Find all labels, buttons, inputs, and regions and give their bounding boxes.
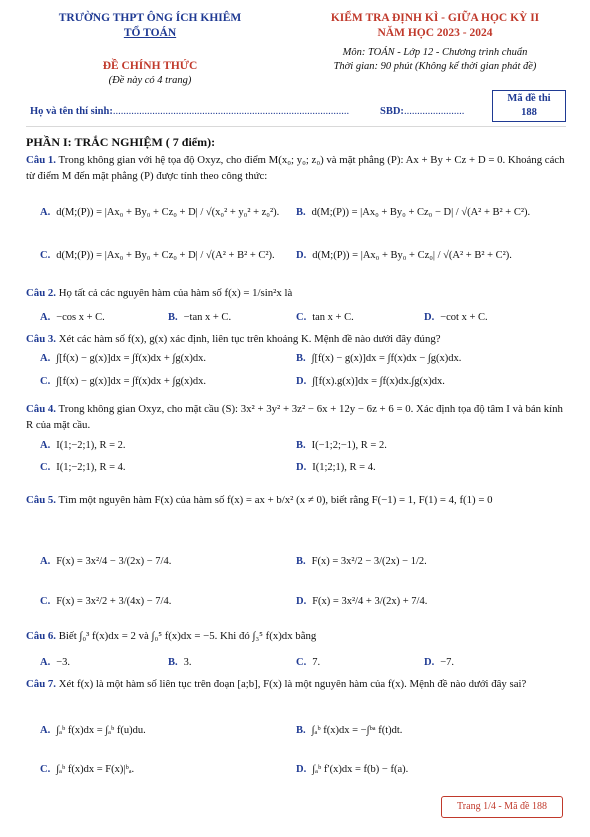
q5-option-b-text: F(x) = 3x²/2 − 3/(2x) − 1/2. [311, 556, 427, 567]
question-1-text: Trong không gian với hệ tọa độ Oxyz, cho điểm M(x₀; y₀; z₀) và mặt phẳng (P): Ax + By + Cz + D = 0. Khoảng cách từ điểm M đến mặt phẳng (P) được tính theo công thức: [26, 154, 565, 182]
q1-option-c-letter: C. [40, 250, 51, 261]
q2-option-b-text: −tan x + C. [183, 312, 232, 323]
question-3-label: Câu 3. [26, 333, 56, 345]
q1-option-b[interactable] [296, 207, 530, 218]
question-4-text: Trong không gian Oxyz, cho mặt cầu (S): 3x² + 3y² + 3z² − 6x + 12y − 6z + 6 = 0. Xác định tọa độ tâm I và bán kính R của mặt cầu. [26, 403, 563, 431]
q4-option-d-text: I(1;2;1), R = 4. [312, 462, 376, 473]
exam-code-box [492, 90, 566, 122]
q6-option-c-text: 7. [312, 657, 321, 668]
q4-option-d-letter: D. [296, 462, 307, 473]
q6-option-c-letter: C. [296, 657, 307, 668]
q6-option-d-text: −7. [440, 657, 455, 668]
q3-option-a[interactable] [40, 353, 206, 364]
q1-option-a[interactable] [40, 207, 279, 218]
q4-option-b[interactable] [296, 440, 387, 451]
question-4-label: Câu 4. [26, 403, 56, 415]
student-name-dots: .......................................................................................... [112, 106, 350, 117]
q3-option-c-text: ∫[f(x) − g(x)]dx = ∫f(x)dx + ∫g(x)dx. [56, 376, 206, 387]
pages-note: (Đề này có 4 trang) [108, 75, 192, 86]
q7-option-a-letter: A. [40, 725, 51, 736]
section-title: PHẦN I: TRẮC NGHIỆM ( 7 điểm): [26, 135, 216, 149]
q2-option-d-text: −cot x + C. [440, 312, 488, 323]
question-7 [26, 676, 566, 692]
question-2 [26, 285, 566, 301]
q2-option-d-letter: D. [424, 312, 435, 323]
q6-option-d-letter: D. [424, 657, 435, 668]
q1-option-b-text: d(M;(P)) = |Ax₀ + By₀ + Cz₀ − D| / √(A² + B² + C²). [311, 207, 531, 218]
q5-option-b[interactable] [296, 556, 427, 567]
school-year: NĂM HỌC 2023 - 2024 [377, 27, 493, 39]
student-name-text: Họ và tên thí sinh: [30, 106, 113, 117]
q1-option-d-letter: D. [296, 250, 307, 261]
q5-option-c[interactable] [40, 596, 171, 607]
q3-option-b-text: ∫[f(x) − g(x)]dx = ∫f(x)dx − ∫g(x)dx. [311, 353, 462, 364]
student-name-label [30, 106, 349, 117]
question-5-label: Câu 5. [26, 494, 56, 506]
q3-option-a-letter: A. [40, 353, 51, 364]
q4-option-a-text: I(1;−2;1), R = 2. [56, 440, 126, 451]
exam-code-label: Mã đề thi [507, 93, 551, 104]
q2-option-c-text: tan x + C. [312, 312, 354, 323]
question-7-label: Câu 7. [26, 678, 56, 690]
q7-option-c-text: ∫ₐᵇ f(x)dx = F(x)|ᵇₐ. [56, 764, 135, 775]
q2-option-c-letter: C. [296, 312, 307, 323]
q2-option-a-letter: A. [40, 312, 51, 323]
q3-option-b-letter: B. [296, 353, 306, 364]
q6-option-b-letter: B. [168, 657, 178, 668]
q7-option-d[interactable] [296, 764, 408, 775]
time-line: Thời gian: 90 phút (Không kể thời gian phát đề) [333, 61, 537, 72]
q7-option-d-letter: D. [296, 764, 307, 775]
question-6-label: Câu 6. [26, 630, 56, 642]
header-divider [26, 126, 566, 127]
question-3-text: Xét các hàm số f(x), g(x) xác định, liên tục trên khoảng K. Mệnh đề nào dưới đây đúng? [58, 333, 441, 345]
q5-option-d[interactable] [296, 596, 427, 607]
q2-option-d[interactable] [424, 312, 488, 323]
q3-option-c-letter: C. [40, 376, 51, 387]
q1-option-b-letter: B. [296, 207, 306, 218]
q4-option-c-text: I(1;−2;1), R = 4. [56, 462, 126, 473]
sbd-text: SBD: [380, 106, 404, 117]
page-footer: Trang 1/4 - Mã đề 188 [441, 796, 563, 818]
q4-option-a-letter: A. [40, 440, 51, 451]
q2-option-b-letter: B. [168, 312, 178, 323]
q4-option-b-text: I(−1;2;−1), R = 2. [311, 440, 387, 451]
question-6-text: Biết ∫₀³ f(x)dx = 2 và ∫₀⁵ f(x)dx = −5. Khi đó ∫₃⁵ f(x)dx bằng [58, 630, 317, 642]
question-1-label: Câu 1. [26, 154, 56, 166]
exam-code-value: 188 [521, 107, 537, 118]
question-7-text: Xét f(x) là một hàm số liên tục trên đoạn [a;b], F(x) là một nguyên hàm của f(x). Mệnh đề nào dưới đây sai? [58, 678, 527, 690]
q7-option-a[interactable] [40, 725, 146, 736]
school-name: TRƯỜNG THPT ÔNG ÍCH KHIÊM [58, 12, 242, 24]
q2-option-a-text: −cos x + C. [56, 312, 105, 323]
q2-option-a[interactable] [40, 312, 105, 323]
q4-option-d[interactable] [296, 462, 376, 473]
question-5 [26, 492, 566, 508]
q3-option-d[interactable] [296, 376, 445, 387]
question-2-text: Họ tất cả các nguyên hàm của hàm số f(x) = 1/sin²x là [58, 287, 293, 299]
q5-option-a-text: F(x) = 3x²/4 − 3/(2x) − 7/4. [56, 556, 172, 567]
q7-option-b[interactable] [296, 725, 402, 736]
q5-option-d-letter: D. [296, 596, 307, 607]
sbd-dots: ....................... [403, 106, 465, 117]
exam-title: KIỂM TRA ĐỊNH KÌ - GIỮA HỌC KỲ II [330, 12, 540, 24]
q5-option-c-text: F(x) = 3x²/2 + 3/(4x) − 7/4. [56, 596, 172, 607]
question-6 [26, 628, 566, 644]
q4-option-a[interactable] [40, 440, 126, 451]
q4-option-c-letter: C. [40, 462, 51, 473]
q1-option-a-letter: A. [40, 207, 51, 218]
q3-option-a-text: ∫[f(x) − g(x)]dx = ∫f(x)dx + ∫g(x)dx. [56, 353, 206, 364]
q5-option-b-letter: B. [296, 556, 306, 567]
q2-option-b[interactable] [168, 312, 231, 323]
q6-option-b[interactable] [168, 657, 192, 668]
question-4 [26, 401, 566, 433]
q3-option-c[interactable] [40, 376, 206, 387]
q6-option-d[interactable] [424, 657, 454, 668]
subject-line: Môn: TOÁN - Lớp 12 - Chương trình chuẩn [342, 47, 528, 58]
question-3 [26, 331, 566, 347]
q6-option-a-text: −3. [56, 657, 71, 668]
q7-option-c-letter: C. [40, 764, 51, 775]
q1-option-c[interactable] [40, 250, 275, 261]
q6-option-b-text: 3. [183, 657, 192, 668]
q3-option-d-text: ∫[f(x).g(x)]dx = ∫f(x)dx.∫g(x)dx. [312, 376, 445, 387]
q5-option-a[interactable] [40, 556, 171, 567]
q1-option-d-text: d(M;(P)) = |Ax₀ + By₀ + Cz₀| / √(A² + B² + C²). [312, 250, 512, 261]
q7-option-b-letter: B. [296, 725, 306, 736]
q7-option-c[interactable] [40, 764, 134, 775]
question-5-text: Tìm một nguyên hàm F(x) của hàm số f(x) = ax + b/x² (x ≠ 0), biết rằng F(−1) = 1, F(1) = 4, f(1) = 0 [58, 494, 493, 506]
q4-option-c[interactable] [40, 462, 126, 473]
q6-option-a-letter: A. [40, 657, 51, 668]
question-1 [26, 152, 566, 184]
q1-option-d[interactable] [296, 250, 512, 261]
q5-option-c-letter: C. [40, 596, 51, 607]
q2-option-c[interactable] [296, 312, 354, 323]
q6-option-c[interactable] [296, 657, 320, 668]
q6-option-a[interactable] [40, 657, 70, 668]
q3-option-b[interactable] [296, 353, 461, 364]
q4-option-b-letter: B. [296, 440, 306, 451]
department-name: TỔ TOÁN [123, 27, 177, 39]
q7-option-d-text: ∫ₐᵇ f′(x)dx = f(b) − f(a). [312, 764, 409, 775]
q7-option-a-text: ∫ₐᵇ f(x)dx = ∫ₐᵇ f(u)du. [56, 725, 146, 736]
q5-option-a-letter: A. [40, 556, 51, 567]
q1-option-c-text: d(M;(P)) = |Ax₀ + By₀ + Cz₀ + D| / √(A² + B² + C²). [56, 250, 275, 261]
q5-option-d-text: F(x) = 3x²/4 + 3/(2x) + 7/4. [312, 596, 428, 607]
q7-option-b-text: ∫ₐᵇ f(x)dx = −∫ᵇᵃ f(t)dt. [311, 725, 403, 736]
q1-option-a-text: d(M;(P)) = |Ax₀ + By₀ + Cz₀ + D| / √(x₀² + y₀² + z₀²). [56, 207, 280, 218]
sbd-label [380, 106, 464, 117]
question-2-label: Câu 2. [26, 287, 56, 299]
q3-option-d-letter: D. [296, 376, 307, 387]
official-label: ĐỀ CHÍNH THỨC [102, 60, 198, 72]
